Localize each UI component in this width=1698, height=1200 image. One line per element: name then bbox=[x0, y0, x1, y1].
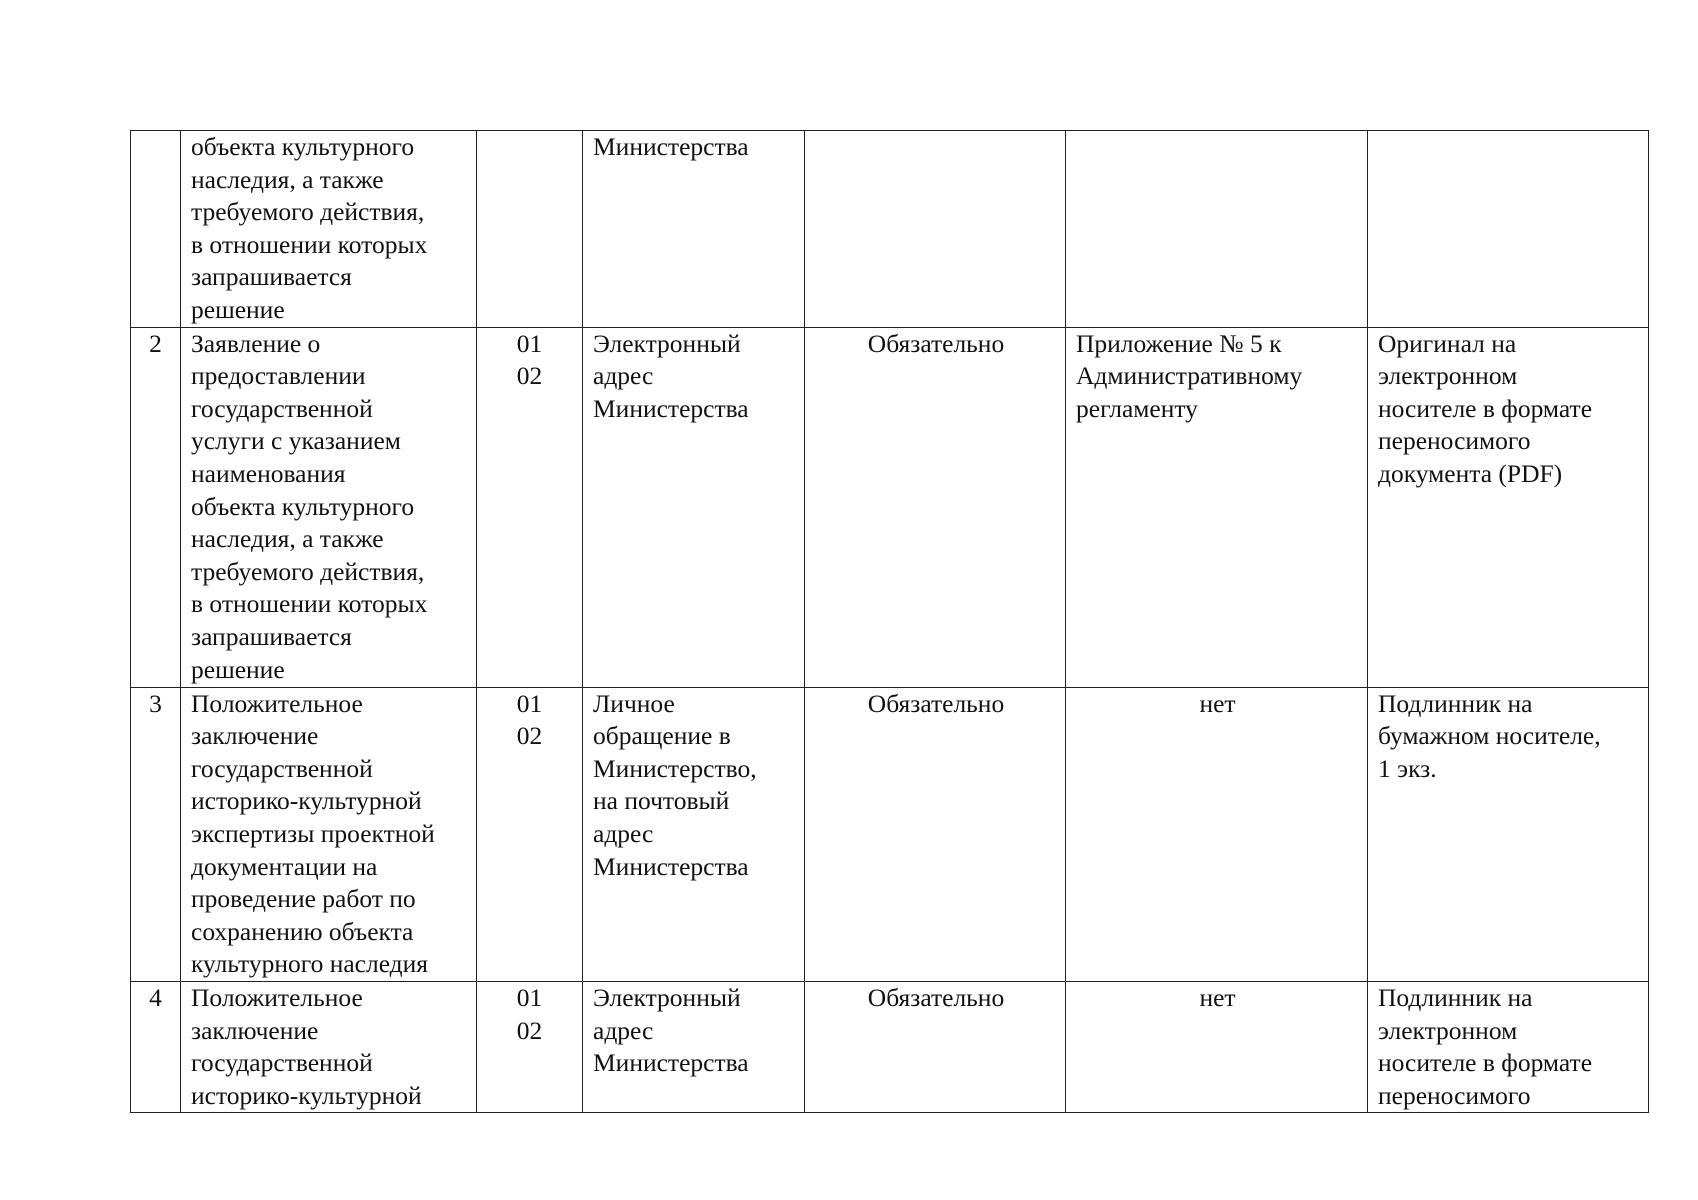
document-name: Положительное заключение государственной историко-культурной экспертизы проектной документации на проведение работ по сохранению объекта культурного наследия bbox=[181, 687, 477, 981]
applicant-category-code: 01 02 bbox=[477, 687, 583, 981]
row-number: 2 bbox=[131, 327, 181, 687]
row-number bbox=[131, 131, 181, 328]
applicant-category-code: 01 02 bbox=[477, 327, 583, 687]
applicant-category-code bbox=[477, 131, 583, 328]
document-name: Заявление о предоставлении государственной услуги с указанием наименования объекта культурного наследия, а также требуемого действия, в отношении которых запрашивается решение bbox=[181, 327, 477, 687]
row-number: 4 bbox=[131, 981, 181, 1112]
form-reference: Приложение № 5 к Административному регламенту bbox=[1066, 327, 1368, 687]
requirement: Обязательно bbox=[805, 327, 1066, 687]
document-type: Подлинник на электронном носителе в формате переносимого bbox=[1368, 981, 1649, 1112]
table-row bbox=[131, 131, 1649, 328]
document-type: Оригинал на электронном носителе в формате переносимого документа (PDF) bbox=[1368, 327, 1649, 687]
submission-method: Министерства bbox=[583, 131, 805, 328]
document-name: Положительное заключение государственной историко-культурной bbox=[181, 981, 477, 1112]
requirement bbox=[805, 131, 1066, 328]
form-reference: нет bbox=[1066, 981, 1368, 1112]
documents-table bbox=[130, 130, 1649, 1113]
form-reference bbox=[1066, 131, 1368, 328]
form-reference: нет bbox=[1066, 687, 1368, 981]
row-number: 3 bbox=[131, 687, 181, 981]
table-row bbox=[131, 981, 1649, 1112]
table-row bbox=[131, 327, 1649, 687]
table-row bbox=[131, 687, 1649, 981]
submission-method: Личное обращение в Министерство, на почтовый адрес Министерства bbox=[583, 687, 805, 981]
document-type bbox=[1368, 131, 1649, 328]
requirement: Обязательно bbox=[805, 981, 1066, 1112]
requirement: Обязательно bbox=[805, 687, 1066, 981]
submission-method: Электронный адрес Министерства bbox=[583, 981, 805, 1112]
applicant-category-code: 01 02 bbox=[477, 981, 583, 1112]
submission-method: Электронный адрес Министерства bbox=[583, 327, 805, 687]
document-name: объекта культурного наследия, а также требуемого действия, в отношении которых запрашивается решение bbox=[181, 131, 477, 328]
document-type: Подлинник на бумажном носителе, 1 экз. bbox=[1368, 687, 1649, 981]
